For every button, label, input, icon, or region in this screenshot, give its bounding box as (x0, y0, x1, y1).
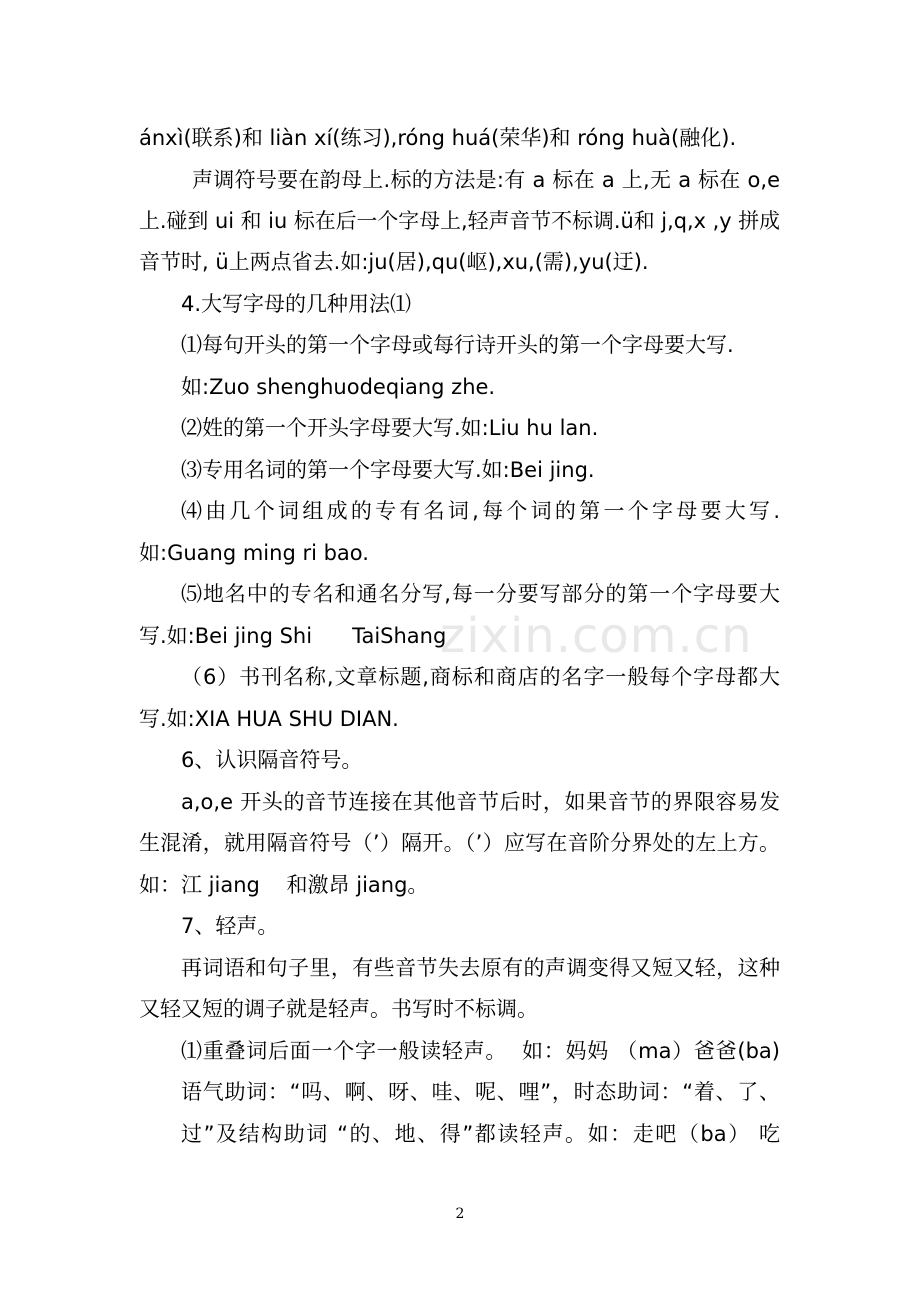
text-line: 写.如:Bei jing Shi TaiShang (139, 624, 447, 648)
text-line: 过”及结构助词 “的、地、得”都读轻声。如：走吧（ba） 吃 (181, 1122, 780, 1146)
watermark: zixin.com.cn (440, 608, 753, 664)
text-line: 生混淆，就用隔音符号（’）隔开。（’）应写在音阶分界处的左上方。 (139, 831, 780, 855)
text-line: 如:Guang ming ri bao. (139, 541, 369, 565)
heading: 7、轻声。 (181, 914, 279, 938)
text-line: ánxì(联系)和 liàn xí(练习),róng huá(荣华)和 róng huà(融化). (139, 126, 737, 150)
text-line: 音节时, ü上两点省去.如:ju(居),qu(岖),xu,(需),yu(迂). (139, 250, 649, 274)
text-line: ⑶专用名词的第一个字母要大写.如:Bei jing. (181, 458, 595, 482)
text-line: 又轻又短的调子就是轻声。书写时不标调。 (139, 997, 538, 1021)
text-line: 写.如:XIA HUA SHU DIAN. (139, 707, 399, 731)
text-line: a,o,e 开头的音节连接在其他音节后时，如果音节的界限容易发 (181, 790, 780, 814)
text-line: （6）书刊名称,文章标题,商标和商店的名字一般每个字母都大 (181, 665, 780, 689)
text-line: 如：江 jiang 和激昂 jiang。 (139, 873, 429, 897)
text-line: 如:Zuo shenghuodeqiang zhe. (181, 375, 496, 399)
text-line: ⑵姓的第一个开头字母要大写.如:Liu hu lan. (181, 416, 599, 440)
heading: 6、认识隔音符号。 (181, 748, 363, 772)
text-line: 语气助词：“吗、啊、呀、哇、呢、哩”，时态助词：“着、了、 (181, 1080, 780, 1104)
text-line: 声调符号要在韵母上.标的方法是:有 a 标在 a 上,无 a 标在 o,e (192, 168, 780, 192)
text-line: 上.碰到 ui 和 iu 标在后一个字母上,轻声音节不标调.ü和 j,q,x ,y 拼成 (139, 209, 781, 233)
text-line: ⑴每句开头的第一个字母或每行诗开头的第一个字母要大写. (181, 333, 734, 357)
text-line: 再词语和句子里，有些音节失去原有的声调变得又短又轻，这种 (181, 956, 780, 980)
heading: 4.大写字母的几种用法⑴ (181, 292, 412, 316)
text-line: ⑴重叠词后面一个字一般读轻声。 如：妈妈 （ma）爸爸(ba) (181, 1039, 780, 1063)
text-line: ⑸地名中的专名和通名分写,每一分要写部分的第一个字母要大 (181, 582, 780, 606)
page-number: 2 (455, 1206, 465, 1222)
text-line: ⑷由几个词组成的专有名词,每个词的第一个字母要大写. (181, 499, 780, 523)
